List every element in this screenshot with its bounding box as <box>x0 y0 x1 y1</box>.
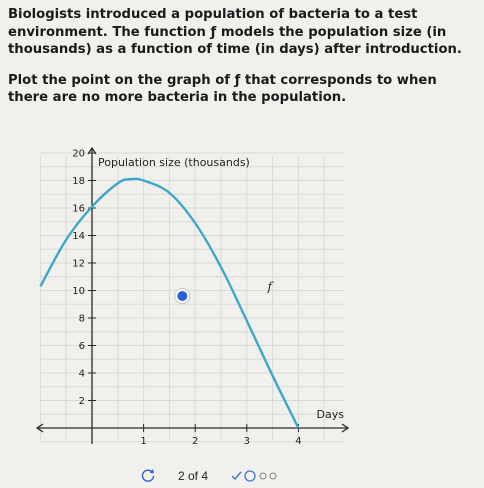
x-tick-label: 4 <box>295 436 302 447</box>
y-tick-label: 20 <box>72 148 85 160</box>
y-tick-label: 8 <box>78 313 85 325</box>
pending-question-icon <box>270 473 276 479</box>
x-axis-label: Days <box>316 408 344 421</box>
curve-label: f <box>267 279 272 294</box>
y-tick-label: 2 <box>78 396 85 407</box>
footer-bar <box>0 466 484 488</box>
y-tick-label: 12 <box>72 258 85 270</box>
refresh-icon[interactable] <box>140 468 156 484</box>
question-intro: Biologists introduced a population of bacteria to a test environment. The function ƒ models the population size (in thousands) as a function of time (in days) after introduction. <box>8 7 462 57</box>
y-tick-label: 6 <box>78 341 85 352</box>
y-tick-label: 10 <box>72 286 85 297</box>
y-tick-label: 14 <box>72 231 85 242</box>
question-prompt: Plot the point on the graph of ƒ that corresponds to when there are no more bacteria in the population. <box>8 72 437 105</box>
pending-question-icon <box>260 473 266 479</box>
y-tick-label: 4 <box>78 368 85 380</box>
question-text <box>8 6 478 120</box>
graph-area[interactable] <box>0 140 484 465</box>
draggable-point[interactable] <box>177 291 187 301</box>
question-counter: 2 of 4 <box>178 469 209 483</box>
current-question-icon <box>245 471 255 481</box>
progress-indicators <box>230 469 300 483</box>
y-tick-label: 16 <box>72 203 85 215</box>
y-axis-label: Population size (thousands) <box>98 156 250 169</box>
x-tick-label: 1 <box>140 436 147 447</box>
coordinate-plane[interactable] <box>0 140 484 465</box>
x-tick-label: 2 <box>192 436 199 447</box>
x-tick-label: 3 <box>243 436 250 447</box>
check-icon <box>232 472 241 479</box>
y-tick-label: 18 <box>72 176 85 187</box>
